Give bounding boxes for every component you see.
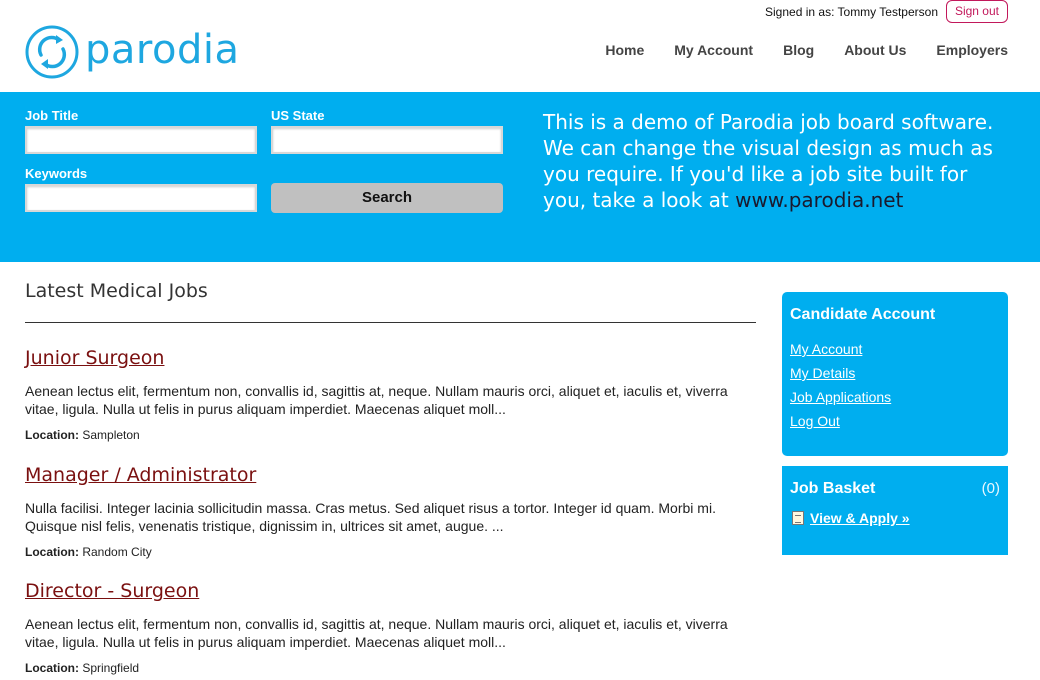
sign-out-button[interactable]: Sign out — [946, 0, 1008, 23]
nav-employers[interactable]: Employers — [936, 42, 1008, 58]
document-icon — [792, 511, 804, 525]
location-value: Sampleton — [82, 428, 140, 442]
candidate-link-my-details[interactable]: My Details — [790, 365, 856, 381]
search-band — [0, 92, 1040, 262]
job-title-link[interactable]: Junior Surgeon — [25, 347, 165, 369]
job-title-label: Job Title — [25, 108, 79, 123]
divider — [25, 322, 756, 323]
job-basket-count: (0) — [981, 480, 1000, 497]
job-location — [25, 661, 756, 675]
us-state-label: US State — [271, 108, 325, 123]
location-label: Location: — [25, 545, 79, 559]
candidate-link-my-account[interactable]: My Account — [790, 341, 863, 357]
job-description: Aenean lectus elit, fermentum non, convallis id, sagittis at, neque. Nullam mauris orci, aliquet et, iaculis et, viverra vitae, ligula. Nulla ut felis in purus aliquam imperdiet. Maecenas aliquet moll... — [25, 383, 728, 417]
promo-link[interactable]: www.parodia.net — [735, 188, 904, 212]
job-basket-title: Job Basket — [790, 480, 876, 497]
job-location — [25, 545, 756, 559]
location-label: Location: — [25, 428, 79, 442]
view-apply-label[interactable]: View & Apply » — [810, 510, 910, 526]
job-basket-panel — [782, 466, 1008, 555]
section-title: Latest Medical Jobs — [25, 280, 208, 302]
nav-my-account[interactable]: My Account — [674, 42, 754, 58]
nav-home[interactable]: Home — [605, 42, 645, 58]
search-button[interactable]: Search — [271, 183, 503, 213]
location-label: Location: — [25, 661, 79, 675]
job-item — [25, 346, 756, 442]
job-location — [25, 428, 756, 442]
logo-text: parodia — [85, 27, 240, 73]
job-title-link[interactable]: Director - Surgeon — [25, 580, 200, 602]
job-item — [25, 463, 756, 559]
job-title-link[interactable]: Manager / Administrator — [25, 464, 257, 486]
job-description: Nulla facilisi. Integer lacinia sollicitudin massa. Cras metus. Sed aliquet risus a tortor. Integer id quam. Morbi mi. Quisque nisl felis, venenatis tristique, dignissim in, ultrices sit amet, augue. ... — [25, 500, 716, 534]
location-value: Random City — [82, 545, 152, 559]
candidate-account-panel — [782, 292, 1008, 456]
nav-blog[interactable]: Blog — [783, 42, 815, 58]
candidate-link-job-applications[interactable]: Job Applications — [790, 389, 892, 405]
location-value: Springfield — [82, 661, 140, 675]
candidate-link-log-out[interactable]: Log Out — [790, 413, 840, 429]
promo-body: This is a demo of Parodia job board software. We can change the visual design as much as you require. If you'd like a job site built for you, take a look at — [543, 110, 994, 212]
candidate-account-title: Candidate Account — [790, 306, 936, 323]
job-item — [25, 579, 756, 675]
logo-icon — [25, 25, 79, 79]
site-header — [0, 0, 1040, 92]
keywords-label: Keywords — [25, 166, 88, 181]
job-title-input[interactable] — [25, 126, 257, 154]
us-state-input[interactable] — [271, 126, 503, 154]
job-description: Aenean lectus elit, fermentum non, convallis id, sagittis at, neque. Nullam mauris orci, aliquet et, iaculis et, viverra vitae, ligula. Nulla ut felis in purus aliquam imperdiet. Maecenas aliquet moll... — [25, 616, 728, 650]
keywords-input[interactable] — [25, 184, 257, 212]
main-nav — [575, 42, 1008, 58]
logo[interactable] — [25, 25, 239, 79]
signed-in-text: Signed in as: Tommy Testperson — [765, 5, 938, 19]
promo-text — [543, 109, 1013, 213]
nav-about-us[interactable]: About Us — [844, 42, 907, 58]
view-apply-link[interactable] — [792, 510, 910, 526]
candidate-links — [790, 337, 891, 433]
